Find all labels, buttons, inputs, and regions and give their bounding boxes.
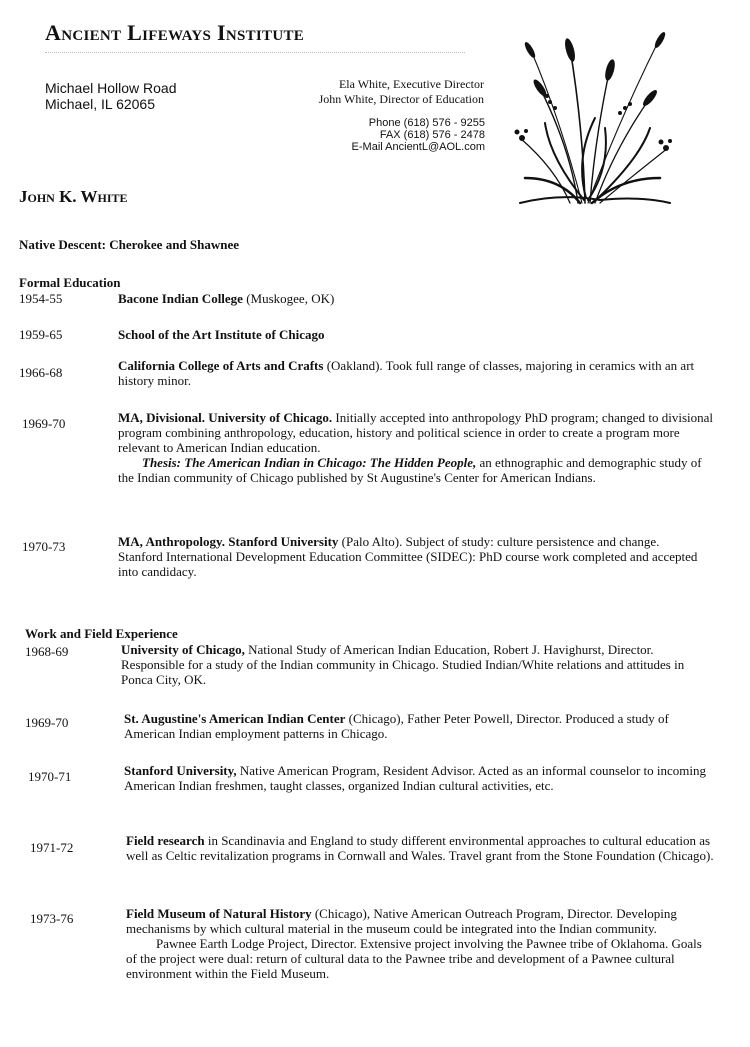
entry-years: 1971-72 <box>30 840 74 855</box>
title-rule <box>45 52 465 53</box>
entry-text: (Chicago), Father Peter Powell, Director. Produced a study of American Indian employment patterns in Chicago. <box>124 711 669 741</box>
address-line-2: Michael, IL 62065 <box>45 96 155 112</box>
work-heading: Work and Field Experience <box>25 626 178 641</box>
entry-org: Stanford University, <box>124 763 237 778</box>
entry-years: 1959-65 <box>19 327 63 342</box>
entry-org: Field Museum of Natural History <box>126 906 312 921</box>
entry-body <box>118 358 710 388</box>
entry-text: (Palo Alto). Subject of study: culture persistence and change. Stanford International Development Education Committee (SIDEC): PhD course work completed and accepted into candidacy. <box>118 534 698 579</box>
entry-body <box>118 327 710 342</box>
org-title: Ancient Lifeways Institute <box>45 20 305 45</box>
entry-years: 1968-69 <box>25 644 69 659</box>
entry-org: Field research <box>126 833 205 848</box>
entry-org: University of Chicago, <box>121 642 245 657</box>
entry-years: 1973-76 <box>30 911 74 926</box>
address-block <box>45 80 177 112</box>
contact-block <box>300 117 485 153</box>
entry-text: (Oakland). Took full range of classes, majoring in ceramics with an art history minor. <box>118 358 695 388</box>
entry-years: 1969-70 <box>22 416 66 431</box>
entry-text: National Study of American Indian Education, Robert J. Havighurst, Director. Responsible for a study of the Indian community in Chicago. Studied Indian/White relations and attitudes in Ponca City, OK. <box>121 642 685 687</box>
entry-body <box>121 642 719 687</box>
entry-org: Bacone Indian College <box>118 291 243 306</box>
entry-org: MA, Divisional. University of Chicago. <box>118 410 333 425</box>
entry-text: Native American Program, Resident Advisor. Acted as an informal counselor to incoming American Indian freshmen, taught classes, organized Indian cultural activities, etc. <box>124 763 707 793</box>
entry-years: 1970-73 <box>22 539 66 554</box>
staff-block <box>260 77 484 107</box>
entry-text: Initially accepted into anthropology PhD program; changed to divisional program combining anthropology, education, history and political science in order to create a program more relevant to American Indian education. <box>118 410 714 455</box>
address-line-1: Michael Hollow Road <box>45 80 177 96</box>
entry-org: St. Augustine's American Indian Center <box>124 711 346 726</box>
entry-paragraph-2: Pawnee Earth Lodge Project, Director. Extensive project involving the Pawnee tribe of Oklahoma. Goals of the project were dual: return of cultural data to the Pawnee tribe and development of a Pawnee cultural environment within the Field Museum. <box>126 936 702 981</box>
fax-line: FAX (618) 576 - 2478 <box>379 129 485 141</box>
email-line: E-Mail AncientL@AOL.com <box>351 141 485 153</box>
descent-label: Native Descent: <box>19 237 106 252</box>
entry-body <box>118 410 714 485</box>
entry-body <box>124 711 714 741</box>
entry-years: 1970-71 <box>28 769 72 784</box>
native-descent <box>19 237 239 253</box>
entry-body <box>126 906 704 981</box>
entry-body <box>118 534 698 579</box>
descent-value: Cherokee and Shawnee <box>109 237 240 252</box>
entry-body <box>126 833 718 863</box>
grass-plant-icon <box>500 28 678 206</box>
entry-body <box>124 763 718 793</box>
entry-org: MA, Anthropology. Stanford University <box>118 534 339 549</box>
entry-years: 1969-70 <box>25 715 69 730</box>
entry-years: 1954-55 <box>19 291 63 306</box>
staff-line-1: Ela White, Executive Director <box>338 77 484 91</box>
phone-line: Phone (618) 576 - 9255 <box>368 117 485 129</box>
entry-text: (Chicago), Native American Outreach Program, Director. Developing mechanisms by which cultural material in the museum could be integrated into the Indian community. <box>126 906 677 936</box>
thesis-text: an ethnographic and demographic study of the Indian community of Chicago published by St Augustine's Center for American Indians. <box>118 455 702 485</box>
entry-text: in Scandinavia and England to study different environmental approaches to cultural education as well as Celtic revitalization programs in Cornwall and Wales. Travel grant from the Stone Foundation (Chicago). <box>126 833 714 863</box>
staff-line-2: John White, Director of Education <box>318 92 484 106</box>
entry-body <box>118 291 710 306</box>
education-heading: Formal Education <box>19 275 121 290</box>
thesis-title: Thesis: The American Indian in Chicago: The Hidden People, <box>142 455 477 470</box>
entry-org: California College of Arts and Crafts <box>118 358 324 373</box>
entry-org: School of the Art Institute of Chicago <box>118 327 325 342</box>
person-name: John K. White <box>19 187 128 206</box>
entry-text: (Muskogee, OK) <box>242 291 335 306</box>
entry-years: 1966-68 <box>19 365 63 380</box>
